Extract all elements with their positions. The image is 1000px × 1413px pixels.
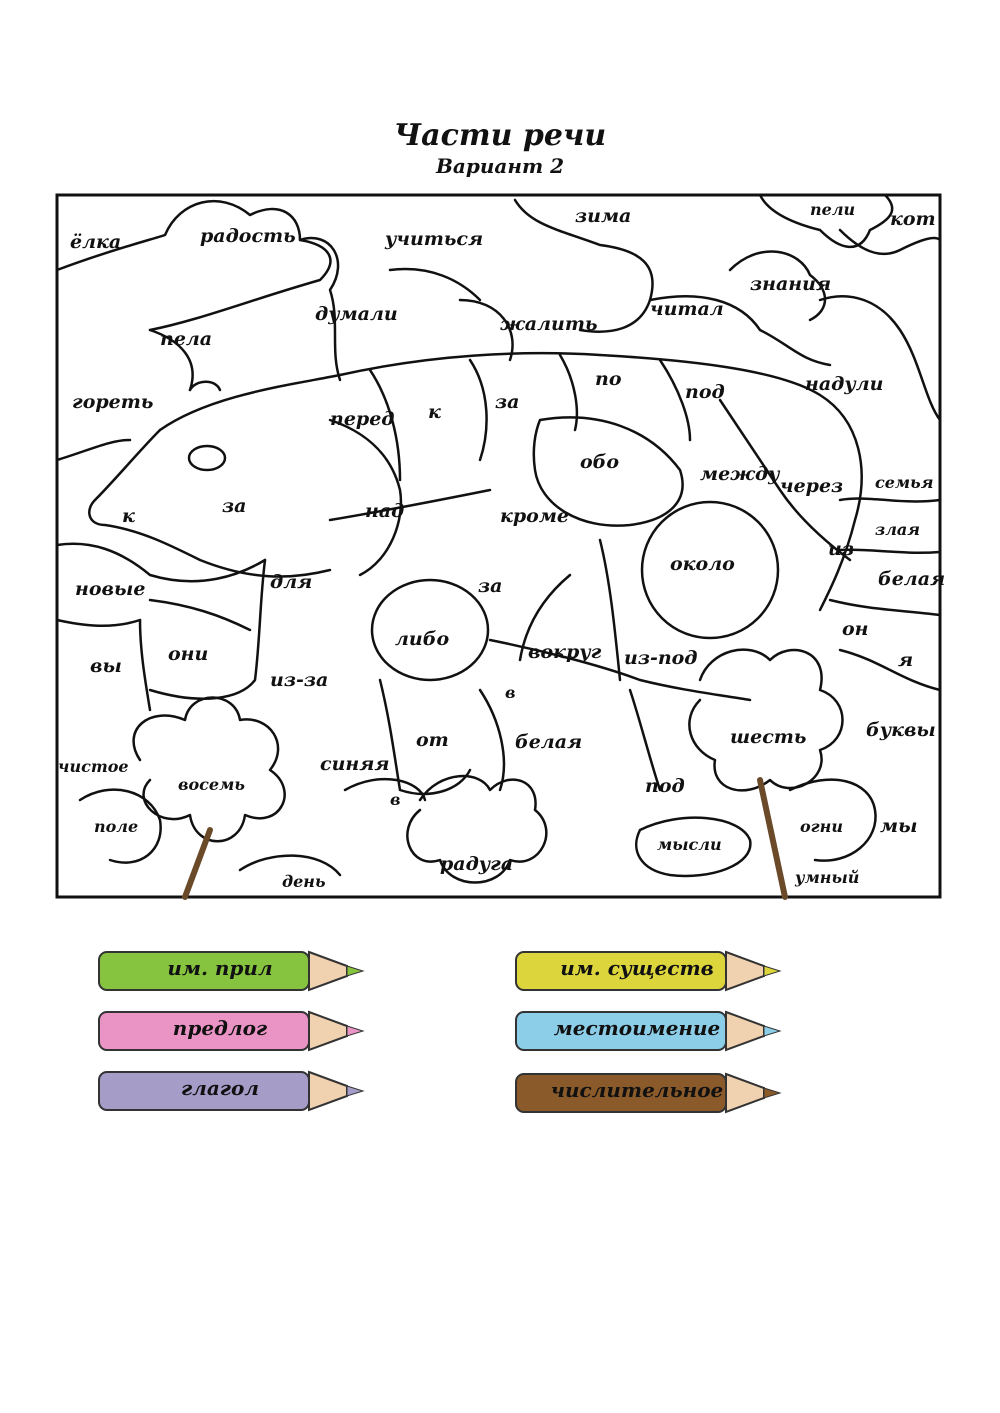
pencil-preposition: [97, 1008, 367, 1054]
word-label: огни: [800, 817, 843, 836]
word-label: между: [700, 463, 780, 485]
word-label: либо: [395, 628, 450, 650]
word-label: я: [898, 649, 914, 671]
word-label: из-под: [624, 647, 698, 669]
word-label: вокруг: [528, 641, 602, 663]
word-label: от: [416, 729, 449, 751]
word-label: кот: [890, 208, 936, 230]
word-label: в: [390, 790, 401, 809]
word-label: зима: [575, 205, 632, 227]
word-label: мы: [880, 815, 918, 837]
word-label: знания: [750, 273, 832, 295]
legend-label: им. прил: [167, 956, 273, 980]
legend-label: предлог: [172, 1016, 268, 1040]
word-label: они: [168, 643, 209, 665]
word-label: жалить: [500, 313, 598, 335]
page-subtitle: Вариант 2: [436, 154, 564, 178]
word-label: семья: [875, 473, 934, 492]
word-label: день: [282, 872, 326, 891]
word-label: пели: [810, 200, 856, 219]
pencil-noun: [514, 948, 784, 994]
legend-label: глагол: [180, 1076, 260, 1100]
word-label: в: [505, 683, 516, 702]
word-label: над: [365, 500, 405, 522]
pencil-pronoun: [514, 1008, 784, 1054]
word-label: шесть: [730, 726, 807, 748]
word-label: ёлка: [70, 231, 122, 253]
word-label: вы: [90, 655, 122, 677]
word-label: кроме: [500, 505, 569, 527]
word-label: из: [828, 538, 854, 560]
word-label: для: [270, 571, 313, 593]
pencil-verb: [97, 1068, 367, 1114]
pencil-numeral: [514, 1070, 784, 1116]
word-label: чистое: [58, 757, 129, 776]
word-label: учиться: [385, 228, 484, 250]
word-label: поле: [94, 817, 139, 836]
word-label: пела: [160, 328, 213, 350]
page-title: Части речи: [393, 118, 607, 153]
word-label: гореть: [72, 391, 154, 413]
word-label: около: [670, 553, 735, 575]
word-label: он: [842, 618, 869, 640]
word-label: белая: [878, 568, 946, 590]
word-label: под: [685, 381, 725, 403]
legend-label: числительное: [550, 1078, 724, 1102]
word-label: из-за: [270, 669, 329, 691]
word-label: к: [428, 401, 441, 423]
legend-label: местоимение: [553, 1016, 721, 1040]
word-label: умный: [795, 868, 860, 887]
word-label: синяя: [320, 753, 390, 775]
word-label: надули: [805, 373, 884, 395]
word-label: к: [122, 505, 135, 527]
word-label: читал: [650, 298, 724, 320]
word-label: восемь: [178, 775, 245, 794]
word-label: через: [780, 475, 844, 497]
word-label: за: [495, 391, 520, 413]
word-label: радость: [200, 225, 296, 247]
word-label: за: [222, 495, 247, 517]
word-label: перед: [330, 408, 395, 430]
word-label: под: [645, 775, 685, 797]
word-label: радуга: [440, 853, 514, 875]
legend-label: им. существ: [560, 956, 714, 980]
word-label: мысли: [657, 835, 722, 854]
word-label: думали: [315, 303, 398, 325]
word-label: злая: [875, 520, 921, 539]
pencil-adjective: [97, 948, 367, 994]
word-label: буквы: [866, 719, 936, 741]
word-label: обо: [580, 451, 620, 473]
word-label: по: [595, 368, 622, 390]
word-label: белая: [515, 731, 583, 753]
word-label: за: [478, 575, 503, 597]
word-label: новые: [75, 578, 146, 600]
